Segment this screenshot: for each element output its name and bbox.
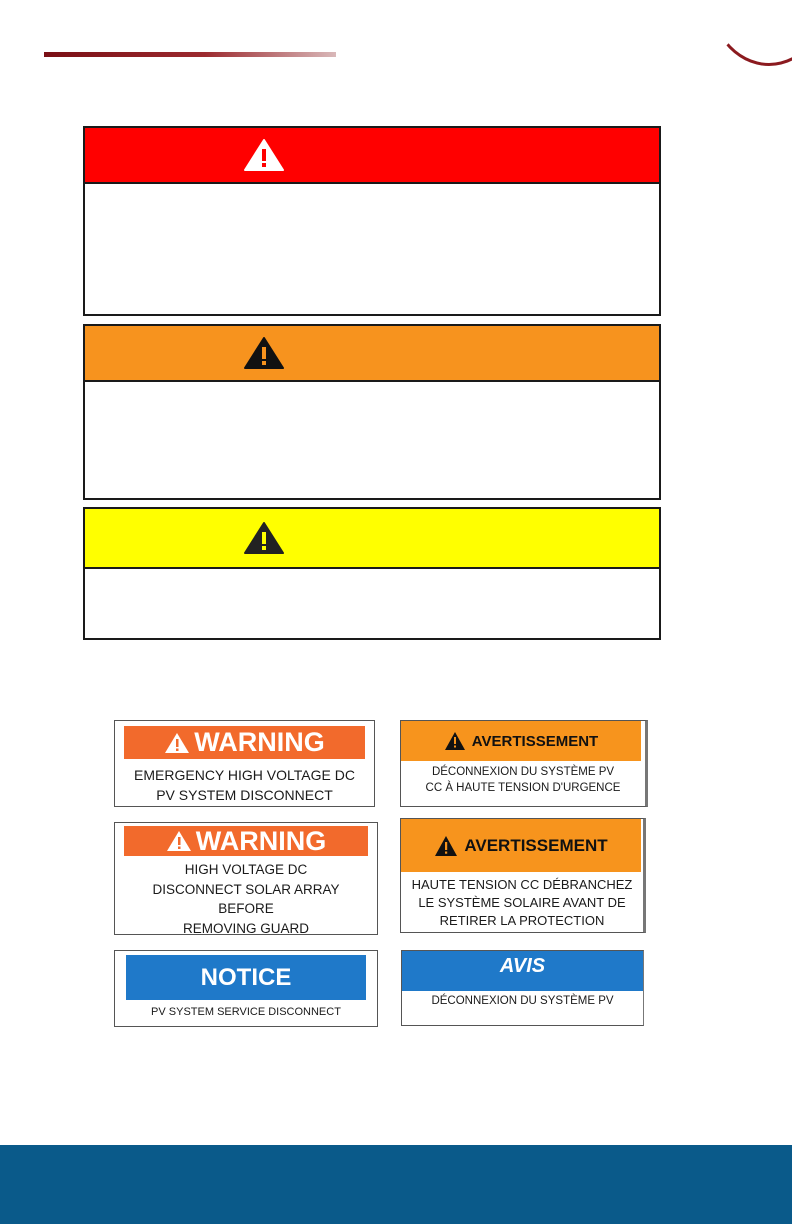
label-line: PV SYSTEM SERVICE DISCONNECT	[151, 1006, 341, 1018]
label-heading: NOTICE	[200, 963, 292, 991]
label-heading: AVERTISSEMENT	[464, 835, 608, 855]
danger-header	[85, 128, 659, 184]
label-line: PV SYSTEM DISCONNECT	[156, 787, 333, 803]
label-line: HIGH VOLTAGE DC	[184, 862, 308, 877]
label-heading: AVIS	[499, 954, 546, 977]
label-heading: AVERTISSEMENT	[471, 732, 599, 750]
caution-panel	[83, 507, 661, 640]
label-body	[115, 1004, 377, 1020]
label-warning-emergency-en	[114, 720, 375, 807]
warning-header	[85, 326, 659, 382]
label-line: DÉCONNEXION DU SYSTÈME PV	[431, 995, 614, 1007]
label-avertissement-protection-fr	[400, 818, 646, 933]
label-line: DISCONNECT SOLAR ARRAY	[152, 881, 340, 897]
label-body	[401, 764, 645, 796]
label-line: DÉCONNEXION DU SYSTÈME PV	[431, 766, 615, 778]
label-line: BEFORE	[218, 901, 274, 916]
corner-decoration	[706, 0, 792, 66]
label-line: LE SYSTÈME SOLAIRE AVANT DE	[418, 895, 626, 910]
label-avertissement-urgence-fr	[400, 720, 648, 807]
warning-triangle-icon	[243, 336, 285, 370]
label-body	[402, 991, 643, 1011]
page-footer-band	[0, 1145, 792, 1224]
label-notice-en	[114, 950, 378, 1027]
label-avis-bar	[402, 951, 643, 991]
label-avertissement-bar	[401, 721, 641, 761]
label-avertissement-bar	[401, 819, 641, 872]
label-line: REMOVING GUARD	[182, 920, 309, 936]
header-rule	[44, 52, 336, 57]
label-line: HAUTE TENSION CC DÉBRANCHEZ	[411, 877, 633, 892]
label-body	[115, 765, 374, 805]
label-warning-bar	[124, 726, 365, 759]
warning-triangle-icon	[444, 731, 466, 751]
caution-header	[85, 509, 659, 569]
label-body	[115, 860, 377, 938]
label-line: RETIRER LA PROTECTION	[439, 913, 605, 928]
warning-triangle-icon	[243, 521, 285, 555]
label-avis-fr	[401, 950, 644, 1026]
warning-triangle-icon	[434, 835, 458, 857]
label-notice-bar	[126, 955, 366, 1000]
warning-triangle-icon	[166, 830, 192, 852]
label-warning-guard-en	[114, 822, 378, 935]
warning-triangle-icon	[243, 138, 285, 172]
label-warning-bar	[124, 826, 368, 856]
danger-panel	[83, 126, 661, 316]
label-heading: WARNING	[194, 727, 325, 757]
label-line: CC À HAUTE TENSION D'URGENCE	[425, 782, 621, 794]
warning-triangle-icon	[164, 732, 190, 754]
warning-panel	[83, 324, 661, 500]
label-body	[401, 876, 643, 930]
label-heading: WARNING	[195, 825, 327, 856]
label-line: EMERGENCY HIGH VOLTAGE DC	[134, 767, 355, 783]
